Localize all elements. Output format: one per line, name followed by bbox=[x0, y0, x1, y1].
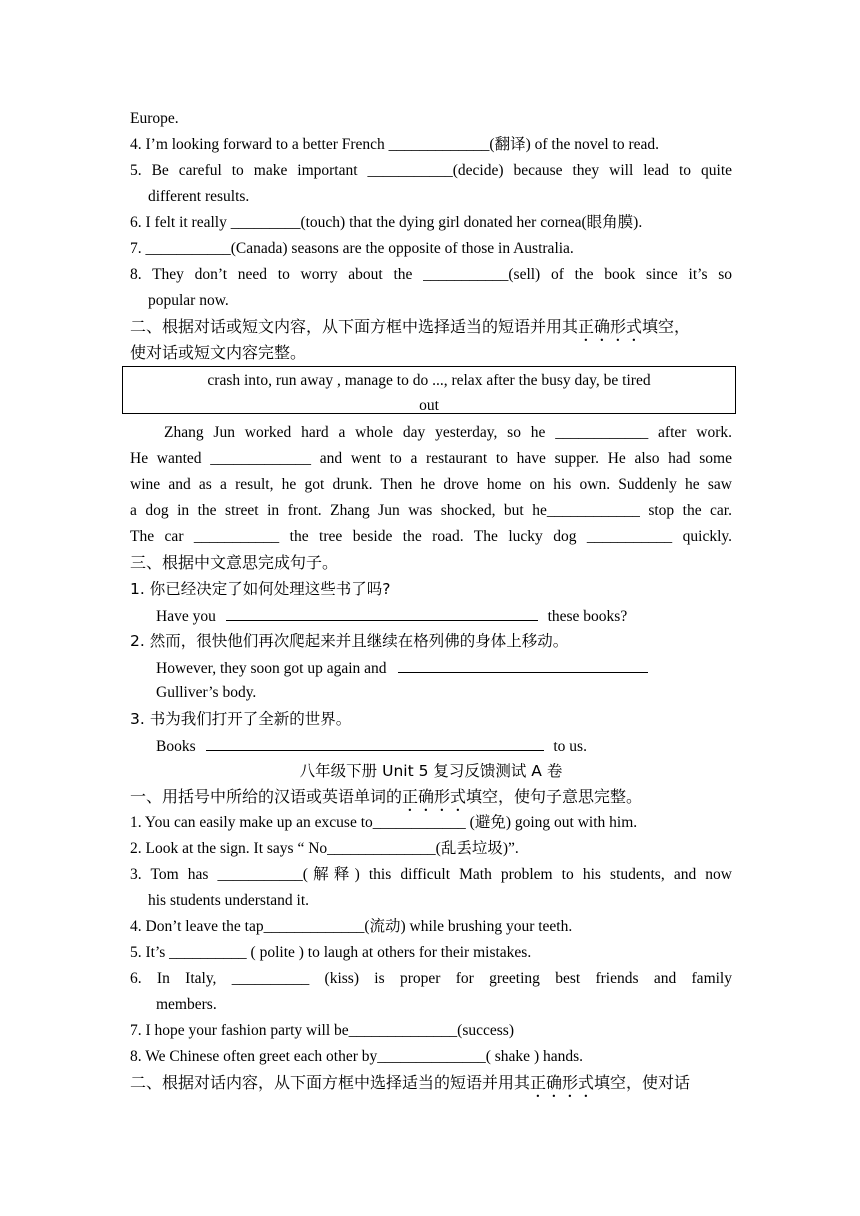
phrase-box-line2: out bbox=[419, 397, 439, 414]
heading-emphasis: 正确形式 bbox=[402, 787, 467, 806]
heading-emphasis: 正确形式 bbox=[530, 1073, 595, 1092]
question-4: 4. I’m looking forward to a better French _____________(翻译) of the novel to read. bbox=[130, 136, 660, 153]
passage-line: wine and as a result, he got drunk. Then he drove home on his own. Suddenly he saw bbox=[130, 476, 732, 493]
question-6: 6. I felt it really _________(touch) that the dying girl donated her cornea(眼角膜). bbox=[130, 214, 643, 231]
answer-line[interactable] bbox=[398, 654, 648, 673]
heading-text-end: 填空，使句子意思完整。 bbox=[466, 787, 643, 806]
s3-q3-text-end: to us. bbox=[553, 738, 587, 755]
section-b-two-heading bbox=[130, 1070, 734, 1096]
heading-emphasis: 正确形式 bbox=[578, 317, 643, 336]
unit-title bbox=[130, 758, 732, 784]
heading-text-end: 填空，使对话 bbox=[594, 1073, 691, 1092]
b-question-5: 5. It’s __________ ( polite ) to laugh at others for their mistakes. bbox=[130, 944, 532, 961]
heading-text-end: 填空， bbox=[642, 317, 691, 336]
b-question-8: 8. We Chinese often greet each other by______________( shake ) hands. bbox=[130, 1048, 584, 1065]
question-5-line2: different results. bbox=[148, 188, 250, 205]
section-a-items bbox=[130, 106, 732, 314]
b-question-6-line2: members. bbox=[156, 996, 217, 1013]
passage-line: The car ___________ the tree beside the road. The lucky dog ___________ quickly. bbox=[130, 528, 732, 545]
question-7: 7. ___________(Canada) seasons are the opposite of those in Australia. bbox=[130, 240, 574, 257]
passage bbox=[130, 420, 732, 550]
s3-question-2-zh: 2. 然而，很快他们再次爬起来并且继续在格列佛的身体上移动。 bbox=[130, 632, 569, 650]
passage-line: a dog in the street in front. Zhang Jun was shocked, but he____________ stop the car. bbox=[130, 502, 732, 519]
question-5-line1: 5. Be careful to make important ___________(decide) because they will lead to quite bbox=[130, 162, 732, 179]
heading-line2: 使对话或短文内容完整。 bbox=[130, 343, 307, 362]
answer-line[interactable] bbox=[226, 602, 538, 621]
heading-text: 二、根据对话内容，从下面方框中选择适当的短语并用其 bbox=[130, 1073, 531, 1092]
section-three bbox=[130, 550, 732, 758]
section-two-heading bbox=[130, 314, 734, 366]
b-question-1: 1. You can easily make up an excuse to____________ (避免) going out with him. bbox=[130, 814, 638, 831]
s3-question-1-zh: 1. 你已经决定了如何处理这些书了吗? bbox=[130, 580, 391, 598]
s3-question-3-en bbox=[130, 732, 732, 758]
heading-text: 二、根据对话或短文内容，从下面方框中选择适当的短语并用其 bbox=[130, 317, 579, 336]
phrase-box bbox=[122, 366, 736, 414]
continued-text: Europe. bbox=[130, 110, 179, 127]
passage-line: Zhang Jun worked hard a whole day yesterday, so he ____________ after work. bbox=[164, 424, 732, 441]
question-8-line1: 8. They don’t need to worry about the ___________(sell) of the book since it’s so bbox=[130, 266, 732, 283]
s3-q1-text-end: these books? bbox=[547, 608, 628, 625]
b-question-2: 2. Look at the sign. It says “ No______________(乱丢垃圾)”. bbox=[130, 840, 519, 857]
s3-question-2-en-line2: Gulliver’s body. bbox=[156, 684, 257, 701]
s3-question-2-en bbox=[130, 654, 732, 680]
b-question-4: 4. Don’t leave the tap_____________(流动) while brushing your teeth. bbox=[130, 918, 573, 935]
b-question-3-line2: his students understand it. bbox=[148, 892, 310, 909]
section-b-one bbox=[130, 784, 732, 1070]
section-three-heading: 三、根据中文意思完成句子。 bbox=[130, 553, 339, 572]
b-question-6-line1: 6. In Italy, __________ (kiss) is proper for greeting best friends and family bbox=[130, 970, 732, 987]
question-8-line2: popular now. bbox=[148, 292, 229, 309]
s3-question-3-zh: 3. 书为我们打开了全新的世界。 bbox=[130, 710, 352, 728]
b-question-3-line1: 3. Tom has ___________(解释) this difficult Math problem to his students, and now bbox=[130, 866, 732, 883]
s3-question-1-en bbox=[130, 602, 732, 628]
unit-title-text: 八年级下册 Unit 5 复习反馈测试 A 卷 bbox=[299, 762, 563, 780]
section-b-one-heading bbox=[130, 784, 732, 810]
phrase-box-line1: crash into, run away , manage to do ..., relax after the busy day, be tired bbox=[207, 372, 651, 389]
s3-q1-text: Have you bbox=[156, 608, 216, 625]
answer-line[interactable] bbox=[206, 732, 544, 751]
b-question-7: 7. I hope your fashion party will be______________(success) bbox=[130, 1022, 514, 1039]
heading-text: 一、用括号中所给的汉语或英语单词的 bbox=[130, 787, 403, 806]
s3-q2-text: However, they soon got up again and bbox=[156, 660, 387, 677]
s3-q3-text: Books bbox=[156, 738, 196, 755]
passage-line: He wanted _____________ and went to a restaurant to have supper. He also had some bbox=[130, 450, 732, 467]
